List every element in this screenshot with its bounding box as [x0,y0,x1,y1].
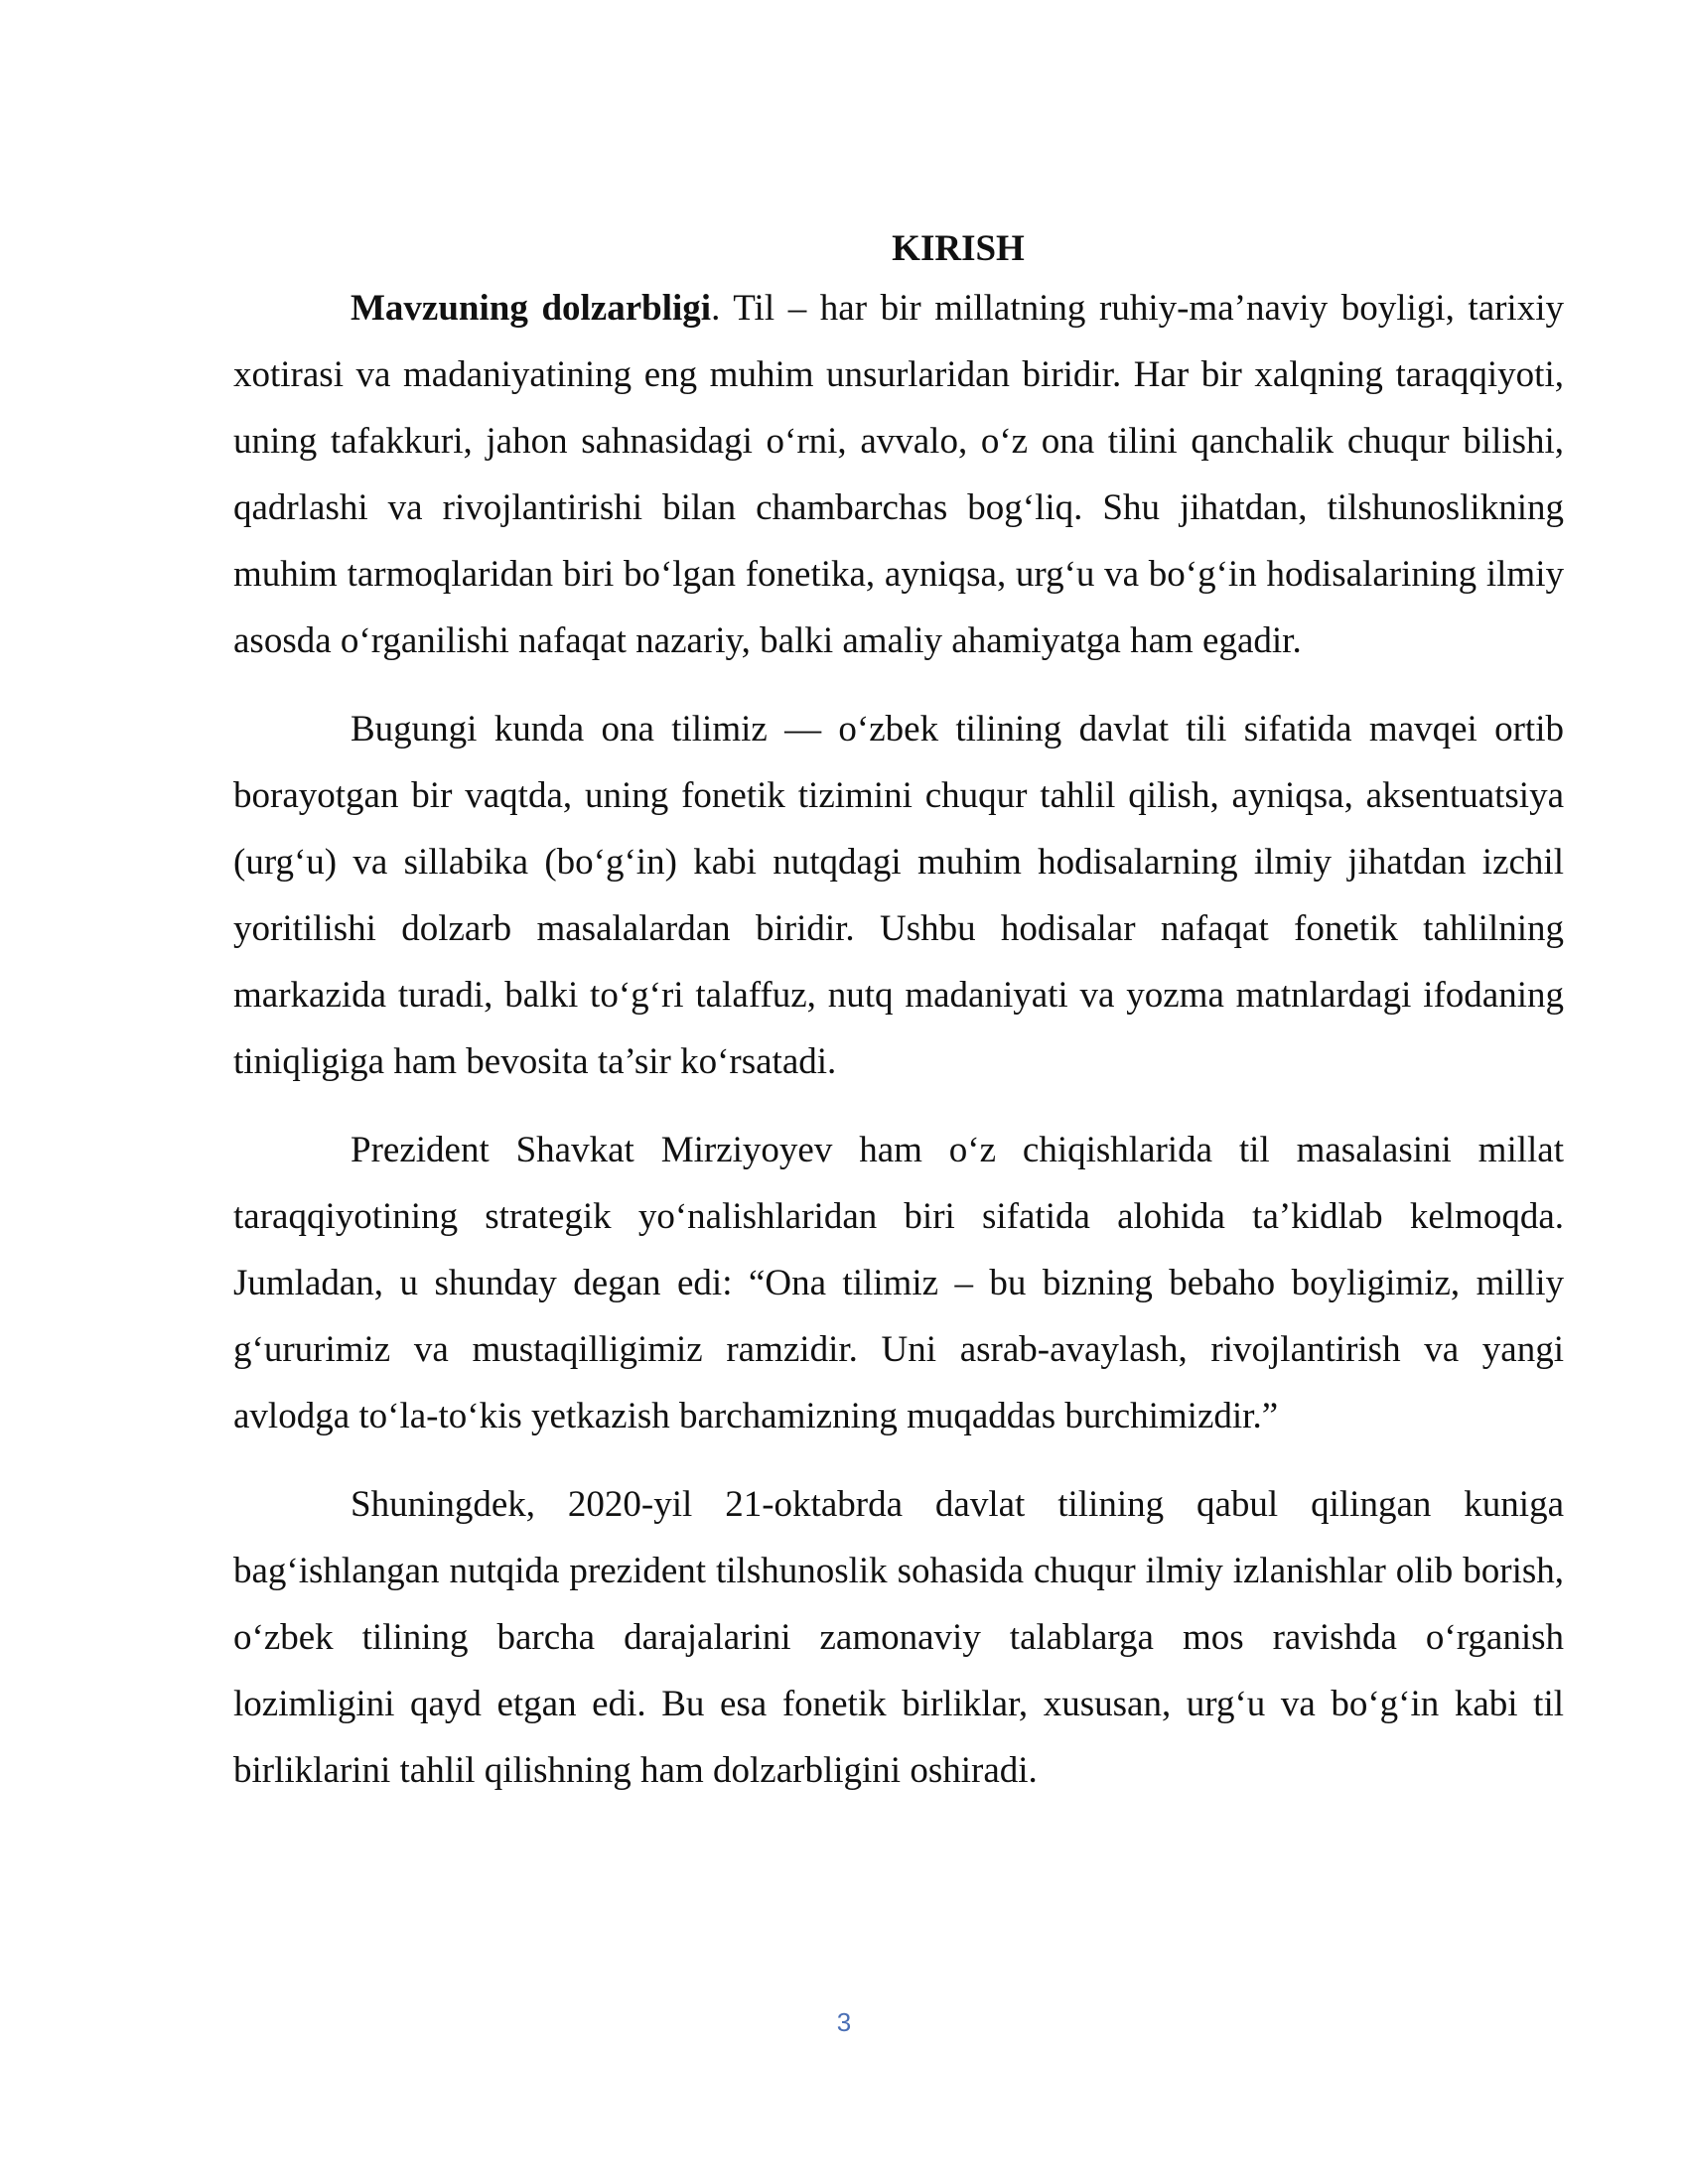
page-number: 3 [836,2007,852,2037]
paragraph-relevance [233,275,1564,674]
section-title: KIRISH [892,228,1025,269]
paragraph-text: . Til – har bir millatning ruhiy-ma’naviy boyligi, tarixiy xotirasi va madaniyatining eng muhim unsurlaridan biridir. Har bir xalqning taraqqiyoti, uning tafakkuri, jahon sahnasidagi o‘rni, avvalo, o‘z ona tilini qanchalik chuqur bilishi, qadrlashi va rivojlantirishi bilan chambarchas bog‘liq. Shu jihatdan, tilshunoslikning muhim tarmoqlaridan biri bo‘lgan fonetika, ayniqsa, urg‘u va bo‘g‘in hodisalarining ilmiy asosda o‘rganilishi nafaqat nazariy, balki amaliy ahamiyatga ham egadir. [233,288,1564,661]
paragraph-lead-heading: Mavzuning dolzarbligi [351,288,712,329]
paragraph-text: Bugungi kunda ona tilimiz — o‘zbek tilining davlat tili sifatida mavqei ortib borayotgan bir vaqtda, uning fonetik tizimini chuqur tahlil qilish, ayniqsa, aksentuatsiya (urg‘u) va sillabika (bo‘g‘in) kabi nutqdagi muhim hodisalarning ilmiy jihatdan izchil yoritilishi dolzarb masalalardan biridir. Ushbu hodisalar nafaqat fonetik tahlilning markazida turadi, balki to‘g‘ri talaffuz, nutq madaniyati va yozma matnlardagi ifodaning tiniqligiga ham bevosita ta’sir ko‘rsatadi. [233,709,1564,1082]
paragraph-text: Prezident Shavkat Mirziyoyev ham o‘z chiqishlarida til masalasini millat taraqqiyotining strategik yo‘nalishlaridan biri sifatida alohida ta’kidlab kelmoqda. Jumladan, u shunday degan edi: “Ona tilimiz – bu bizning bebaho boyligimiz, milliy g‘ururimiz va mustaqilligimiz ramzidir. Uni asrab-avaylash, rivojlantirish va yangi avlodga to‘la-to‘kis yetkazish barchamizning muqaddas burchimizdir.” [233,1130,1564,1436]
paragraph-text: Shuningdek, 2020-yil 21-oktabrda davlat tilining qabul qilingan kuniga bag‘ishlangan nutqida prezident tilshunoslik sohasida chuqur ilmiy izlanishlar olib borish, o‘zbek tilining barcha darajalarini zamonaviy talablarga mos ravishda o‘rganish lozimligini qayd etgan edi. Bu esa fonetik birliklar, xususan, urg‘u va bo‘g‘in kabi til birliklarini tahlil qilishning ham dolzarbligini oshiradi. [233,1484,1564,1791]
paragraph-state-language [233,696,1564,1095]
paragraph-president-quote [233,1117,1564,1449]
paragraph-speech-2020 [233,1471,1564,1804]
document-body [233,223,1564,1826]
